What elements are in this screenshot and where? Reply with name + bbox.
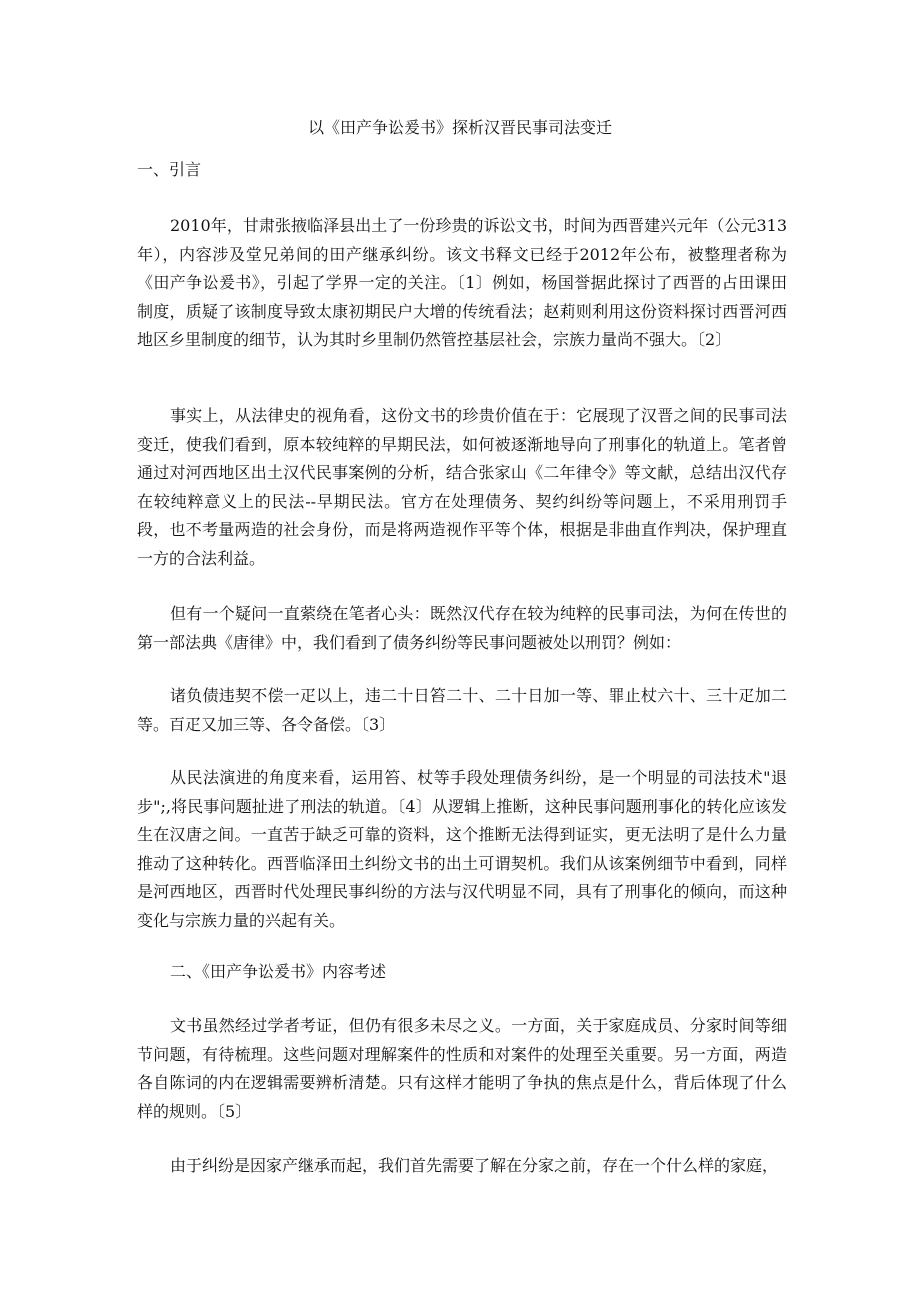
section-heading-content-review: 二、《田产争讼爰书》内容考述 xyxy=(170,962,387,981)
document-title: 以《田产争讼爰书》探析汉晋民事司法变迁 xyxy=(307,118,612,137)
paragraph-6: 文书虽然经过学者考证，但仍有很多未尽之义。一方面，关于家庭成员、分家时间等细节问题，有待梳理。这些问题对理解案件的性质和对案件的处理至关重要。另一方面，两造各自陈词的内在逻辑需要辨析清楚。只有这样才能明了争执的焦点是什么，背后体现了什么样的规则。〔5〕 xyxy=(137,1016,787,1121)
paragraph-3: 但有一个疑问一直萦绕在笔者心头：既然汉代存在较为纯粹的民事司法，为何在传世的第一部法典《唐律》中，我们看到了债务纠纷等民事问题被处以刑罚？例如： xyxy=(137,604,787,652)
section-heading-introduction: 一、引言 xyxy=(137,160,202,179)
paragraph-4-quotation: 诸负债违契不偿一疋以上，违二十日笞二十、二十日加一等、罪止杖六十、三十疋加二等。百疋又加三等、各令备偿。〔3〕 xyxy=(137,686,787,734)
paragraph-7: 由于纠纷是因家产继承而起，我们首先需要了解在分家之前，存在一个什么样的家庭， xyxy=(170,1156,779,1175)
paragraph-1: 2010年，甘肃张掖临泽县出土了一份珍贵的诉讼文书，时间为西晋建兴元年（公元313年），内容涉及堂兄弟间的田产继承纠纷。该文书释文已经于2012年公布，被整理者称为《田产争讼爰书》，引起了学界一定的关注。〔1〕例如，杨国誉据此探讨了西晋的占田课田制度，质疑了该制度导致太康初期民户大增的传统看法；赵莉则利用这份资料探讨西晋河西地区乡里制度的细节，认为其时乡里制仍然管控基层社会，宗族力量尚不强大。〔2〕 xyxy=(137,216,787,350)
paragraph-5: 从民法演进的角度来看，运用笞、杖等手段处理债务纠纷，是一个明显的司法技术"退步";,将民事问题扯进了刑法的轨道。〔4〕从逻辑上推断，这种民事问题刑事化的转化应该发生在汉唐之间。一直苦于缺乏可靠的资料，这个推断无法得到证实，更无法明了是什么力量推动了这种转化。西晋临泽田土纠纷文书的出土可谓契机。我们从该案例细节中看到，同样是河西地区，西晋时代处理民事纠纷的方法与汉代明显不同，具有了刑事化的倾向，而这种变化与宗族力量的兴起有关。 xyxy=(137,768,787,930)
paragraph-2: 事实上，从法律史的视角看，这份文书的珍贵价值在于：它展现了汉晋之间的民事司法变迁，使我们看到，原本较纯粹的早期民法，如何被逐渐地导向了刑事化的轨道上。笔者曾通过对河西地区出土汉代民事案例的分析，结合张家山《二年律令》等文献，总结出汉代存在较纯粹意义上的民法--早期民法。官方在处理债务、契约纠纷等问题上，不采用刑罚手段，也不考量两造的社会身份，而是将两造视作平等个体，根据是非曲直作判决，保护理直一方的合法利益。 xyxy=(137,406,787,568)
